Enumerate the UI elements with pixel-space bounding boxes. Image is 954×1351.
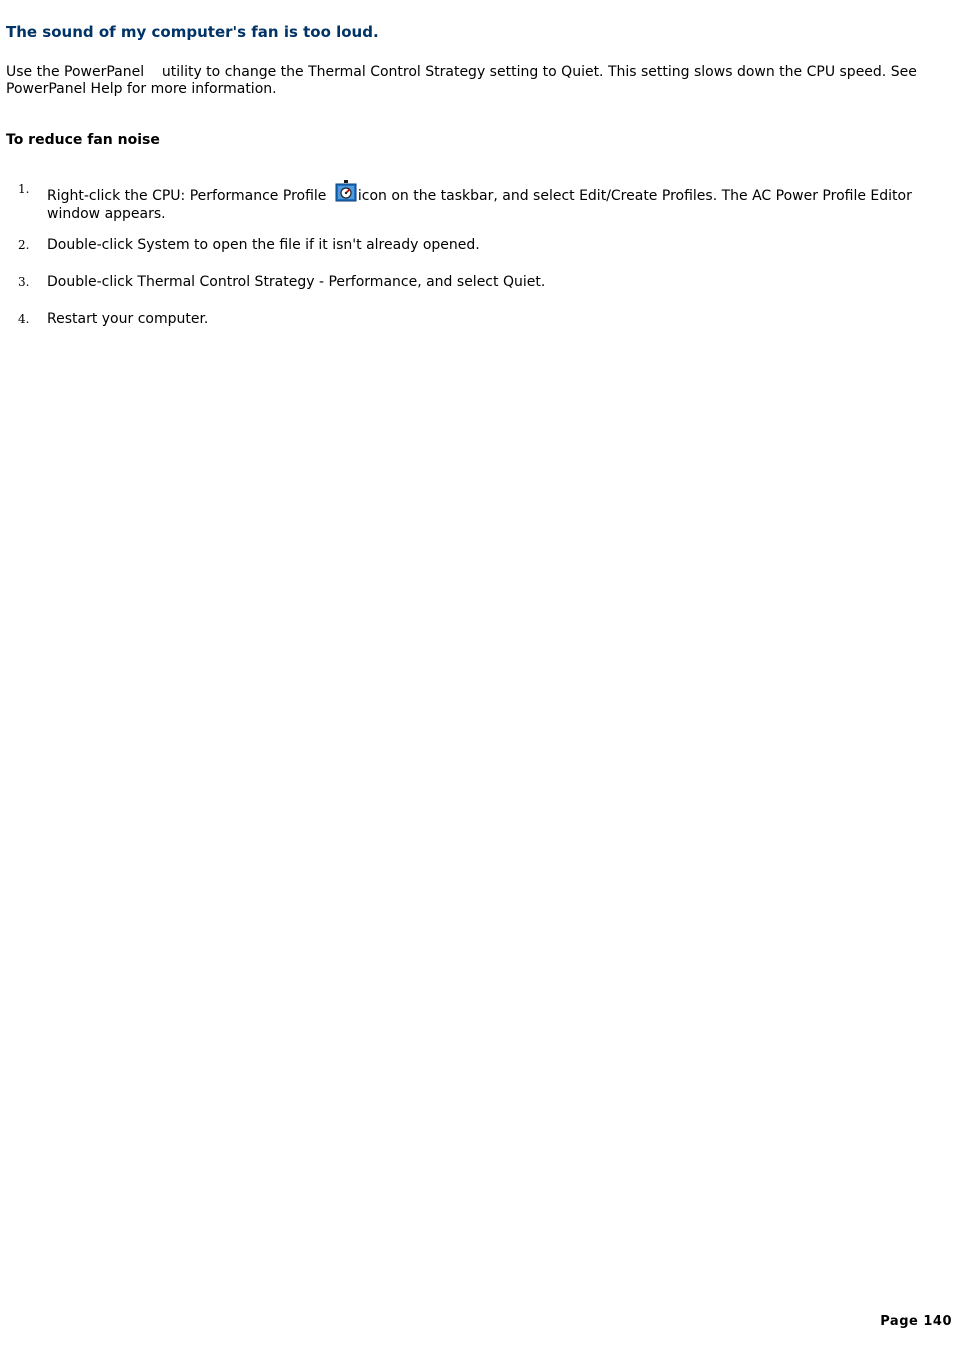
page-number: Page 140 <box>880 1314 952 1329</box>
list-item <box>0 310 920 328</box>
list-item <box>0 180 920 236</box>
page-title: The sound of my computer's fan is too loud. <box>6 23 379 41</box>
step-number: 1. <box>18 182 30 196</box>
section-heading: To reduce fan noise <box>6 132 160 148</box>
step-text: Right-click the CPU: Performance Profile <box>47 188 331 204</box>
steps-list <box>0 180 920 328</box>
performance-profile-icon <box>335 180 357 202</box>
step-number: 4. <box>18 312 30 326</box>
list-item <box>0 273 920 310</box>
step-number: 3. <box>18 275 30 289</box>
step-text: icon on the taskbar, and select Edit/Create Profiles. The AC Power Profile Editor window appears. <box>47 188 912 222</box>
step-text: Double-click Thermal Control Strategy - Performance, and select Quiet. <box>47 274 546 290</box>
step-text: Restart your computer. <box>47 311 209 327</box>
intro-paragraph: Use the PowerPanel utility to change the Thermal Control Strategy setting to Quiet. This setting slows down the CPU speed. See PowerPanel Help for more information. <box>6 64 922 97</box>
step-text: Double-click System to open the file if it isn't already opened. <box>47 237 480 253</box>
list-item <box>0 236 920 273</box>
step-number: 2. <box>18 238 30 252</box>
